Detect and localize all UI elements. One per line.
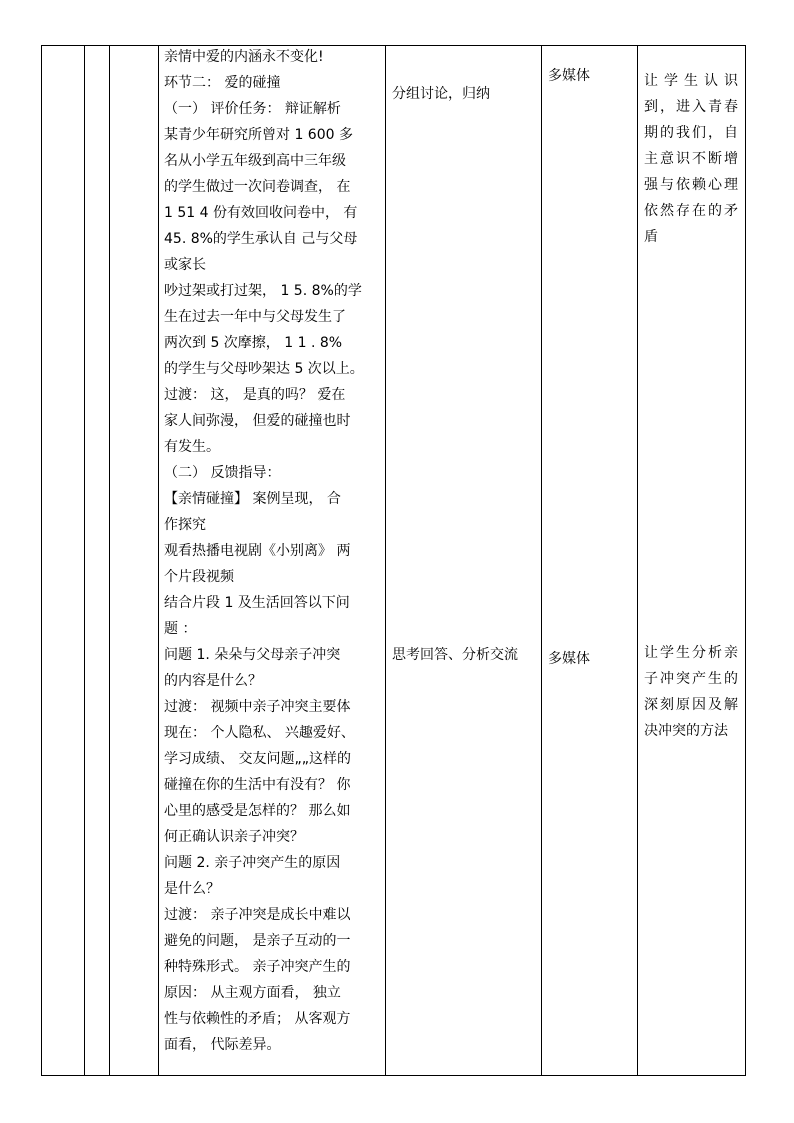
content-line: 亲情中爱的内涵永不变化! — [164, 49, 324, 65]
content-line: 有发生。 — [164, 439, 220, 455]
teaching-content-cell — [164, 44, 382, 1058]
media-text: 多媒体 — [548, 651, 590, 667]
media-text: 多媒体 — [548, 68, 590, 84]
method-text: 分组讨论，归纳 — [392, 86, 490, 102]
media-cell-1 — [548, 63, 634, 89]
intent-text: 让学生分析亲子冲突产生的深刻原因及解决冲突的方法 — [644, 645, 738, 739]
teacher-method-cell-1 — [392, 81, 538, 107]
teacher-method-cell-2 — [392, 642, 538, 668]
column-divider — [84, 45, 85, 1076]
content-line: 结合片段 1 及生活回答以下问 — [164, 595, 350, 611]
content-line: 过渡： 视频中亲子冲突主要体 — [164, 699, 351, 715]
content-line: 名从小学五年级到高中三年级 — [164, 153, 346, 169]
content-line: 是什么？ — [164, 881, 220, 897]
column-divider — [385, 45, 386, 1076]
content-line: 避免的问题， 是亲子互动的一 — [164, 933, 351, 949]
content-line: 问题 1. 朵朵与父母亲子冲突 — [164, 647, 341, 663]
content-line: 题 ： — [164, 621, 197, 637]
design-intent-cell-2 — [644, 640, 738, 744]
content-line: 种特殊形式。 亲子冲突产生的 — [164, 959, 351, 975]
content-line: （一） 评价任务： 辩证解析 — [164, 101, 341, 117]
column-divider — [158, 45, 159, 1076]
content-line: 作探究 — [164, 517, 206, 533]
column-divider — [745, 45, 746, 1076]
column-divider — [637, 45, 638, 1076]
content-line: 家人间弥漫， 但爱的碰撞也时 — [164, 413, 351, 429]
content-line: 的内容是什么？ — [164, 673, 262, 689]
content-line: 过渡： 这， 是真的吗？ 爱在 — [164, 387, 346, 403]
column-divider — [541, 45, 542, 1076]
content-line: （二） 反馈指导： — [164, 465, 281, 481]
content-line: 问题 2. 亲子冲突产生的原因 — [164, 855, 341, 871]
column-divider — [109, 45, 110, 1076]
content-line: 性与依赖性的矛盾； 从客观方 — [164, 1011, 351, 1027]
media-cell-2 — [548, 646, 634, 672]
content-line: 学习成绩、 交友问题„„这样的 — [164, 751, 351, 767]
content-line: 心里的感受是怎样的？ 那么如 — [164, 803, 351, 819]
content-line: 吵过架或打过架， 1 5. 8%的学 — [164, 283, 362, 299]
content-line: 两次到 5 次摩擦， 1 1 . 8% — [164, 335, 343, 351]
content-line: 某青少年研究所曾对 1 600 多 — [164, 127, 353, 143]
design-intent-cell-1 — [644, 68, 738, 250]
content-line: 生在过去一年中与父母发生了 — [164, 309, 346, 325]
content-line: 碰撞在你的生活中有没有？ 你 — [164, 777, 351, 793]
content-line: 的学生与父母吵架达 5 次以上。 — [164, 361, 364, 377]
content-line: 何正确认识亲子冲突？ — [164, 829, 304, 845]
content-line: 观看热播电视剧《小别离》 两 — [164, 543, 351, 559]
content-line: 45. 8%的学生承认自 己与父母 — [164, 231, 358, 247]
column-divider — [41, 45, 42, 1076]
method-text: 思考回答、分析交流 — [392, 647, 518, 663]
content-line: 或家长 — [164, 257, 206, 273]
content-line: 过渡： 亲子冲突是成长中难以 — [164, 907, 351, 923]
table-bottom-border — [41, 1075, 745, 1076]
table-top-border — [41, 45, 745, 46]
content-line: 1 51 4 份有效回收问卷中， 有 — [164, 205, 358, 221]
content-line: 个片段视频 — [164, 569, 234, 585]
content-line: 的学生做过一次问卷调查， 在 — [164, 179, 351, 195]
content-line: 环节二： 爱的碰撞 — [164, 75, 281, 91]
content-line: 【亲情碰撞】 案例呈现， 合 — [164, 491, 341, 507]
content-line: 现在： 个人隐私、 兴趣爱好、 — [164, 725, 355, 741]
intent-text: 让学生认识到，进入青春期的我们，自主意识不断增强与依赖心理依然存在的矛盾 — [644, 73, 738, 245]
content-line: 面看， 代际差异。 — [164, 1037, 281, 1053]
content-line: 原因： 从主观方面看， 独立 — [164, 985, 341, 1001]
